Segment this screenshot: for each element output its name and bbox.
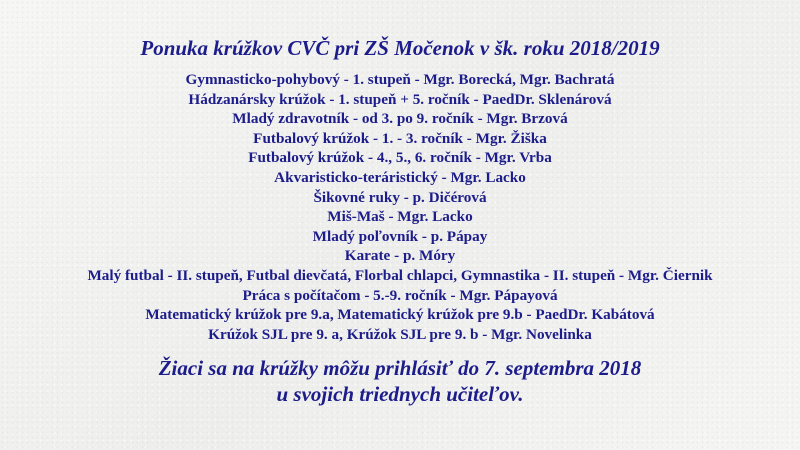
list-item: Práca s počítačom - 5.-9. ročník - Mgr. Pápayová xyxy=(242,286,558,304)
list-item: Mladý poľovník - p. Pápay xyxy=(312,227,488,245)
list-item: Miš-Maš - Mgr. Lacko xyxy=(327,208,473,226)
list-item: Hádzanársky krúžok - 1. stupeň + 5. ročník - PaedDr. Sklenárová xyxy=(188,90,612,108)
list-item: Akvaristicko-teráristický - Mgr. Lacko xyxy=(274,168,526,186)
activity-list xyxy=(0,70,800,344)
list-item: Malý futbal - II. stupeň, Futbal dievčatá, Florbal chlapci, Gymnastika - II. stupeň - Mgr. Čiernik xyxy=(87,266,713,284)
list-item: Mladý zdravotník - od 3. po 9. ročník - Mgr. Brzová xyxy=(232,110,568,128)
list-item: Matematický krúžok pre 9.a, Matematický krúžok pre 9.b - PaedDr. Kabátová xyxy=(145,306,655,324)
list-item: Šikovné ruky - p. Dičérová xyxy=(313,188,487,206)
list-item: Karate - p. Móry xyxy=(344,247,456,265)
list-item: Futbalový krúžok - 1. - 3. ročník - Mgr. Žiška xyxy=(253,129,547,147)
list-item: Futbalový krúžok - 4., 5., 6. ročník - Mgr. Vrba xyxy=(248,149,552,167)
page-title: Ponuka krúžkov CVČ pri ZŠ Močenok v šk. roku 2018/2019 xyxy=(140,36,660,60)
list-item: Gymnasticko-pohybový - 1. stupeň - Mgr. Borecká, Mgr. Bachratá xyxy=(185,71,615,88)
registration-note xyxy=(0,355,800,407)
list-item: Krúžok SJL pre 9. a, Krúžok SJL pre 9. b - Mgr. Novelinka xyxy=(208,325,592,343)
registration-note-line-2: u svojich triednych učiteľov. xyxy=(276,382,524,407)
registration-note-line-1: Žiaci sa na krúžky môžu prihlásiť do 7. septembra 2018 xyxy=(158,356,642,381)
